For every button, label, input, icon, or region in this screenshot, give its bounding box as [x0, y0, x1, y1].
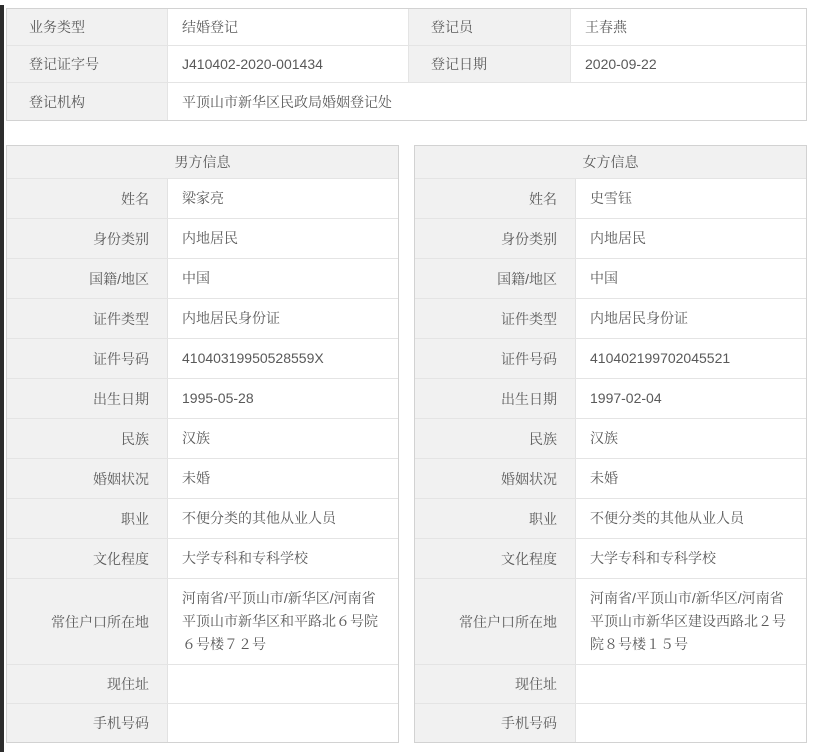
field-value-ethnicity: 汉族 [182, 430, 210, 446]
field-value-education: 大学专科和专科学校 [182, 550, 308, 566]
field-label-id-type: 证件类型 [7, 299, 168, 338]
reg-date-value: 2020-09-22 [571, 46, 806, 83]
field-label-mobile: 手机号码 [415, 704, 576, 742]
field-value-current-address [168, 665, 398, 703]
registrar-value: 王春燕 [571, 9, 806, 46]
field-label-nationality: 国籍/地区 [415, 259, 576, 298]
table-row [7, 578, 398, 664]
window-edge-strip [0, 5, 4, 752]
registration-summary-table [6, 8, 807, 121]
field-value-marital-status: 未婚 [590, 470, 618, 486]
field-label-identity-category: 身份类别 [415, 219, 576, 258]
field-label-nationality: 国籍/地区 [7, 259, 168, 298]
field-label-identity-category: 身份类别 [7, 219, 168, 258]
table-row [415, 378, 806, 418]
field-label-current-address: 现住址 [415, 665, 576, 703]
field-label-id-number: 证件号码 [415, 339, 576, 378]
reg-date-label: 登记日期 [409, 46, 571, 83]
table-row [415, 218, 806, 258]
field-value-id-number: 410402199702045521 [590, 350, 731, 366]
field-label-current-address: 现住址 [7, 665, 168, 703]
field-value-identity-category: 内地居民 [182, 230, 238, 246]
business-type-label: 业务类型 [7, 9, 168, 46]
field-label-household-address: 常住户口所在地 [7, 579, 168, 664]
table-row [7, 703, 398, 742]
field-value-ethnicity: 汉族 [590, 430, 618, 446]
field-label-ethnicity: 民族 [415, 419, 576, 458]
field-value-id-number: 41040319950528559X [182, 350, 324, 366]
field-label-marital-status: 婚姻状况 [7, 459, 168, 498]
table-row [7, 664, 398, 703]
field-value-name: 梁家亮 [182, 190, 224, 206]
agency-value: 平顶山市新华区民政局婚姻登记处 [182, 93, 392, 110]
business-type-value: 结婚登记 [168, 9, 409, 46]
field-value-id-type: 内地居民身份证 [590, 310, 688, 326]
field-value-birth-date: 1995-05-28 [182, 390, 254, 406]
table-row [7, 338, 398, 378]
registrar-label: 登记员 [409, 9, 571, 46]
party-title: 男方信息 [7, 146, 398, 178]
field-label-id-number: 证件号码 [7, 339, 168, 378]
field-value-occupation: 不便分类的其他从业人员 [182, 510, 336, 526]
table-row [7, 218, 398, 258]
field-label-household-address: 常住户口所在地 [415, 579, 576, 664]
table-row [415, 418, 806, 458]
field-label-marital-status: 婚姻状况 [415, 459, 576, 498]
field-label-name: 姓名 [7, 179, 168, 218]
table-row [415, 498, 806, 538]
table-row [415, 703, 806, 742]
table-row [415, 258, 806, 298]
table-row [7, 458, 398, 498]
field-label-mobile: 手机号码 [7, 704, 168, 742]
cert-no-label: 登记证字号 [7, 46, 168, 83]
table-row [7, 378, 398, 418]
male-party-table [6, 145, 399, 743]
table-row [415, 538, 806, 578]
field-value-name: 史雪钰 [590, 190, 632, 206]
field-label-education: 文化程度 [415, 539, 576, 578]
field-label-occupation: 职业 [415, 499, 576, 538]
table-row [7, 498, 398, 538]
field-value-occupation: 不便分类的其他从业人员 [590, 510, 744, 526]
table-row [415, 178, 806, 218]
cert-no-value: J410402-2020-001434 [168, 46, 409, 83]
field-value-marital-status: 未婚 [182, 470, 210, 486]
field-label-birth-date: 出生日期 [7, 379, 168, 418]
field-value-household-address: 河南省/平顶山市/新华区/河南省平顶山市新华区建设西路北２号院８号楼１５号 [590, 590, 786, 652]
table-row [415, 338, 806, 378]
agency-label: 登记机构 [7, 83, 168, 120]
table-row [415, 664, 806, 703]
table-row [7, 178, 398, 218]
table-row [415, 298, 806, 338]
table-row [415, 578, 806, 664]
field-value-birth-date: 1997-02-04 [590, 390, 662, 406]
table-row [7, 418, 398, 458]
field-label-ethnicity: 民族 [7, 419, 168, 458]
female-party-table [414, 145, 807, 743]
field-value-identity-category: 内地居民 [590, 230, 646, 246]
field-label-birth-date: 出生日期 [415, 379, 576, 418]
field-label-occupation: 职业 [7, 499, 168, 538]
table-row [415, 458, 806, 498]
field-value-id-type: 内地居民身份证 [182, 310, 280, 326]
table-row [7, 538, 398, 578]
field-value-nationality: 中国 [590, 270, 618, 286]
field-label-name: 姓名 [415, 179, 576, 218]
field-value-nationality: 中国 [182, 270, 210, 286]
field-value-education: 大学专科和专科学校 [590, 550, 716, 566]
party-title: 女方信息 [415, 146, 806, 178]
table-row [7, 258, 398, 298]
field-value-current-address [576, 665, 806, 703]
table-row [7, 298, 398, 338]
field-label-education: 文化程度 [7, 539, 168, 578]
field-label-id-type: 证件类型 [415, 299, 576, 338]
field-value-household-address: 河南省/平顶山市/新华区/河南省平顶山市新华区和平路北６号院６号楼７２号 [182, 590, 378, 652]
field-value-mobile [168, 704, 398, 742]
field-value-mobile [576, 704, 806, 742]
